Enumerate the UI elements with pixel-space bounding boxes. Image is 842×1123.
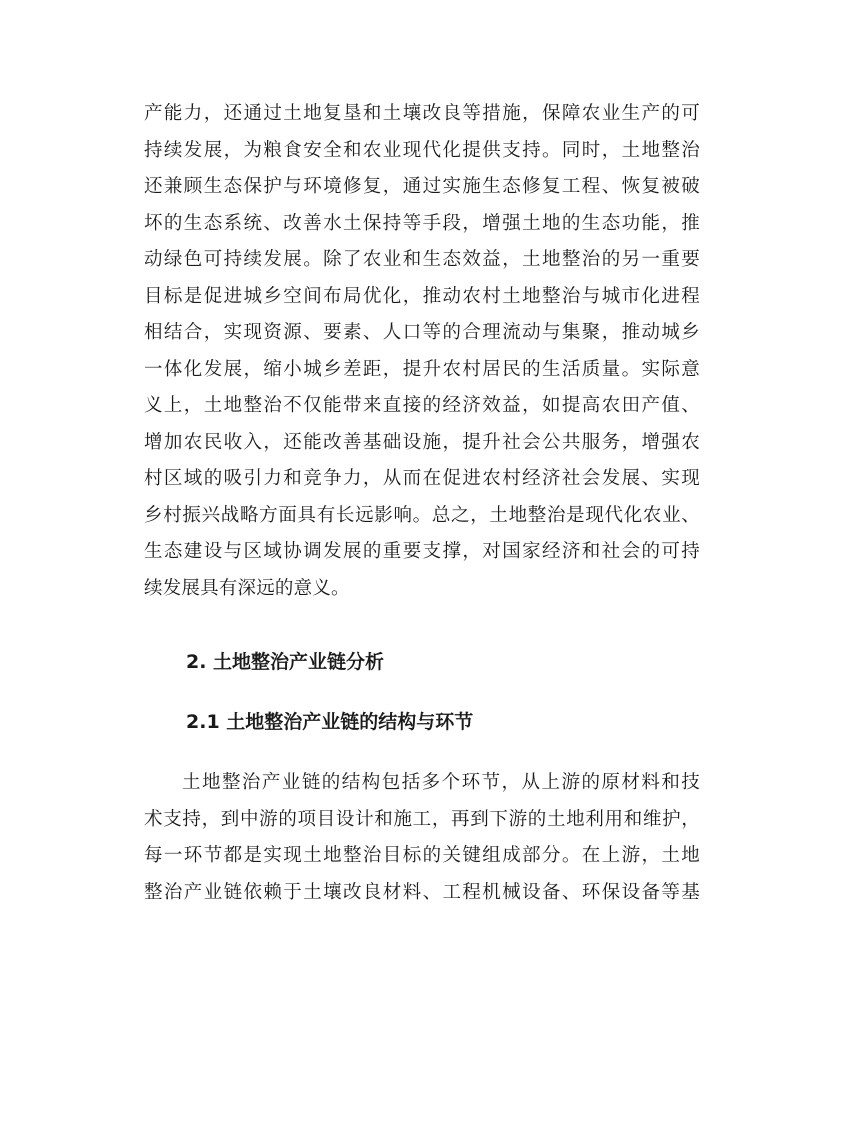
text-line: 持续发展，为粮食安全和农业现代化提供支持。同时，土地整治 — [144, 139, 700, 161]
text-line: 术支持，到中游的项目设计和施工，再到下游的土地利用和维护， — [144, 808, 700, 830]
text-line: 一体化发展，缩小城乡差距，提升农村居民的生活质量。实际意 — [144, 358, 700, 380]
text-line: 还兼顾生态保护与环境修复，通过实施生态修复工程、恢复被破 — [144, 176, 700, 197]
text-line: 乡村振兴战略方面具有长远影响。总之，土地整治是现代化农业、 — [144, 504, 700, 526]
body-paragraph-2 — [144, 765, 700, 911]
text-line: 村区域的吸引力和竞争力，从而在促进农村经济社会发展、实现 — [144, 468, 700, 489]
text-line-first: 土地整治产业链的结构包括多个环节，从上游的原材料和技 — [182, 772, 700, 793]
text-line: 生态建设与区域协调发展的重要支撑，对国家经济和社会的可持 — [144, 541, 700, 562]
text-line: 动绿色可持续发展。除了农业和生态效益，土地整治的另一重要 — [144, 249, 700, 270]
subsection-heading: 2.1 土地整治产业链的结构与环节 — [186, 711, 474, 733]
section-heading: 2. 土地整治产业链分析 — [186, 651, 385, 673]
text-line: 每一环节都是实现土地整治目标的关键组成部分。在上游，土地 — [144, 845, 700, 866]
text-line: 坏的生态系统、改善水土保持等手段，增强土地的生态功能，推 — [144, 212, 700, 234]
body-paragraph-1 — [144, 96, 700, 607]
text-line: 目标是促进城乡空间布局优化，推动农村土地整治与城市化进程 — [144, 285, 700, 307]
text-line: 增加农民收入，还能改善基础设施，提升社会公共服务，增强农 — [144, 431, 700, 453]
text-line: 相结合，实现资源、要素、人口等的合理流动与集聚，推动城乡 — [144, 322, 700, 343]
text-line: 义上，土地整治不仅能带来直接的经济效益，如提高农田产值、 — [144, 395, 700, 416]
text-line: 产能力，还通过土地复垦和土壤改良等措施，保障农业生产的可 — [144, 103, 700, 124]
document-page — [144, 96, 700, 911]
text-line-last: 续发展具有深远的意义。 — [144, 577, 350, 599]
text-line: 整治产业链依赖于土壤改良材料、工程机械设备、环保设备等基 — [144, 881, 700, 903]
